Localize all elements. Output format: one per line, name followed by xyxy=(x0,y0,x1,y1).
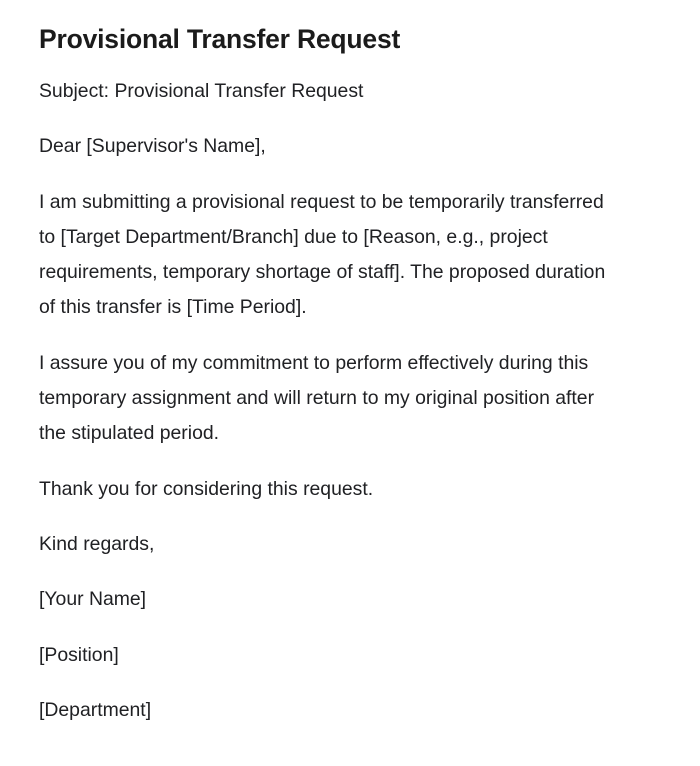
paragraph-assurance: I assure you of my commitment to perform effectively during this temporary assignment and will return to my original position after the stipulated period. xyxy=(39,351,595,445)
signature-position-line: [Position] xyxy=(39,643,119,666)
paragraph-request: I am submitting a provisional request to be temporarily transferred to [Target Department/Branch] due to [Reason, e.g., project requirements, temporary shortage of staff]. The proposed duration of this transfer is [Time Period]. xyxy=(39,190,606,319)
subject-line: Subject: Provisional Transfer Request xyxy=(39,80,364,102)
letter-body xyxy=(39,74,660,728)
page-title: Provisional Transfer Request xyxy=(39,24,401,54)
salutation-line: Dear [Supervisor's Name], xyxy=(39,135,266,158)
signature-name-line: [Your Name] xyxy=(39,588,147,611)
signoff-line: Kind regards, xyxy=(39,532,155,555)
paragraph-thanks: Thank you for considering this request. xyxy=(39,477,374,500)
signature-department-line: [Department] xyxy=(39,698,152,721)
